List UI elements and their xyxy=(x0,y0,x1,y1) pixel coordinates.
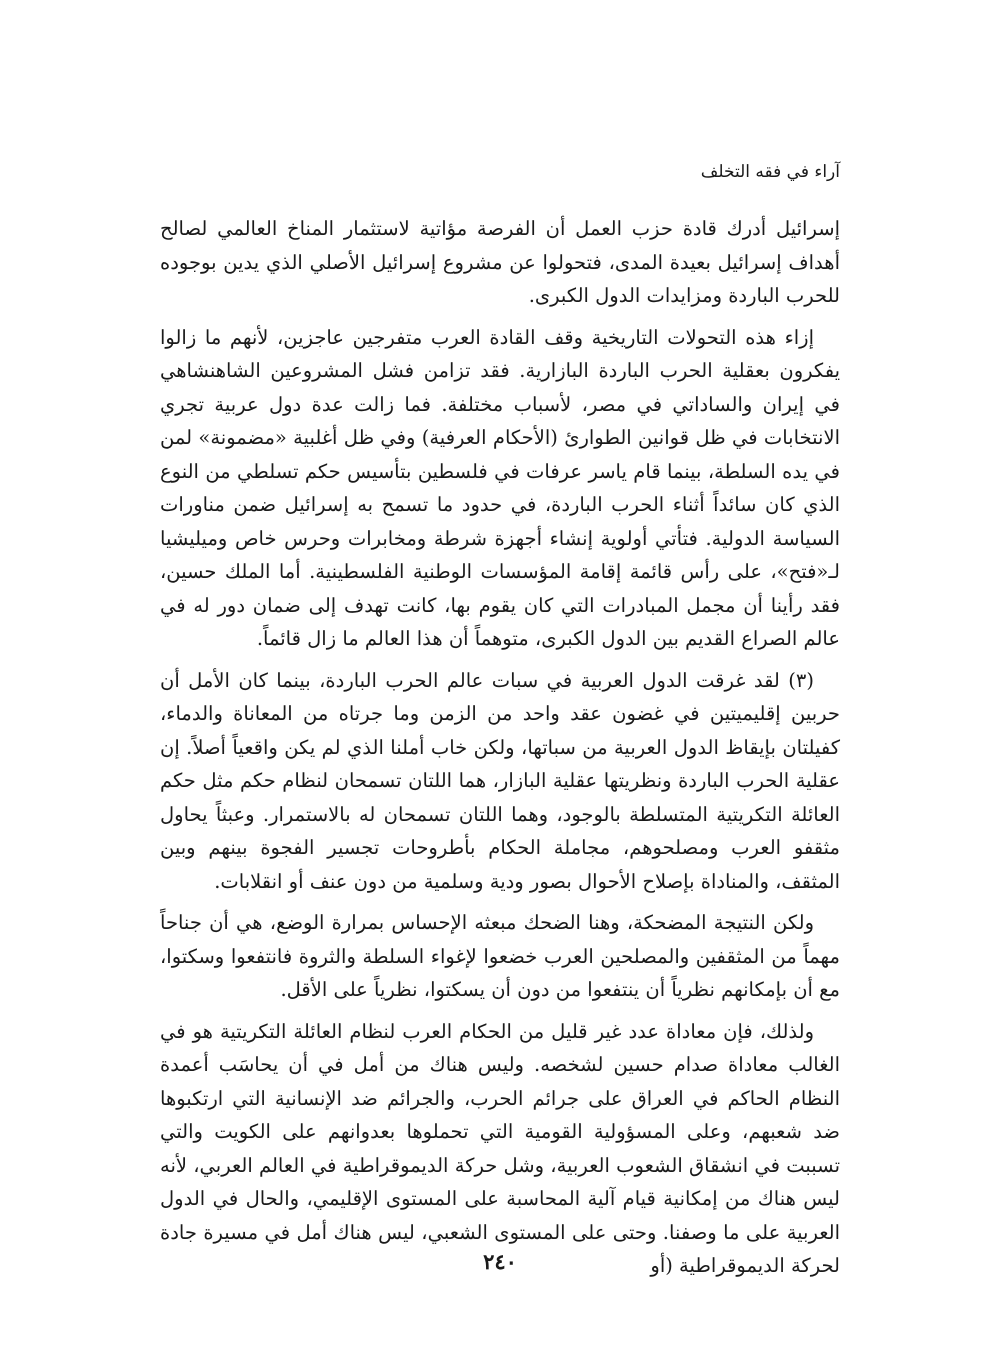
paragraph-point-3: (٣) لقد غرقت الدول العربية في سبات عالم الحرب الباردة، بينما كان الأمل أن حربين إقليميتين في غضون عقد واحد من الزمن وما جرتاه من المعاناة والدماء، كفيلتان بإيقاظ الدول العربية من سباتها، ولكن خاب أملنا الذي لم يكن واقعياً أصلاً. إن عقلية الحرب الباردة ونظريتها عقلية البازار، هما اللتان تسمحان لنظام حكم مثل حكم العائلة التكريتية المتسلطة بالوجود، وهما اللتان تسمحان له بالاستمرار. وعبثاً يحاول مثقفو العرب ومصلحوهم، مجاملة الحكام بأطروحات تجسير الفجوة بينهم وبين المثقف، والمناداة بإصلاح الأحوال بصور ودية وسلمية من دون عنف أو انقلابات. xyxy=(160,668,840,893)
paragraph-ironic-result: ولكن النتيجة المضحكة، وهنا الضحك مبعثه الإحساس بمرارة الوضع، هي أن جناحاً مهماً من المثقفين والمصلحين العرب خضعوا لإغواء السلطة والثروة فانتفعوا وسكتوا، مع أن بإمكانهم نظرياً أن ينتفعوا من دون أن يسكتوا، نظرياً على الأقل. xyxy=(160,911,840,1001)
body-text xyxy=(160,212,840,1291)
paragraph-historical-transformations: إزاء هذه التحولات التاريخية وقف القادة العرب متفرجين عاجزين، لأنهم ما زالوا يفكرون بعقلية الحرب الباردة البازارية. فقد تزامن فشل المشروعين الشاهنشاهي في إيران والساداتي في مصر، لأسباب مختلفة. فما زالت عدة دول عربية تجري الانتخابات في ظل قوانين الطوارئ (الأحكام العرفية) وفي ظل أغلبية «مضمونة» لمن في يده السلطة، بينما قام ياسر عرفات في فلسطين بتأسيس حكم تسلطي من النوع الذي كان سائداً أثناء الحرب الباردة، في حدود ما تسمح به إسرائيل ضمن مناورات السياسة الدولية. فتأتي أولوية إنشاء أجهزة شرطة ومخابرات وحرس خاص وميليشيا لـ«فتح»، على رأس قائمة إقامة المؤسسات الوطنية الفلسطينية. أما الملك حسين، فقد رأينا أن مجمل المبادرات التي كان يقوم بها، كانت تهدف إلى ضمان دور له في عالم الصراع القديم بين الدول الكبرى، متوهماً أن هذا العالم ما زال قائماً. xyxy=(160,325,840,650)
running-head-title: آراء في فقه التخلف xyxy=(700,162,840,182)
paragraph-therefore: ولذلك، فإن معاداة عدد غير قليل من الحكام العرب لنظام العائلة التكريتية هو في الغالب معاداة صدام حسين لشخصه. وليس هناك من أمل في أن يحاسَب أعمدة النظام الحاكم في العراق على جرائم الحرب، والجرائم ضد الإنسانية التي ارتكبوها ضد شعبهم، وعلى المسؤولية القومية التي تحملوها بعدوانهم على الكويت والتي تسببت في انشقاق الشعوب العربية، وشل حركة الديموقراطية في العالم العربي، لأنه ليس هناك من إمكانية قيام آلية المحاسبة على المستوى الإقليمي، والحال في الدول العربية على ما وصفنا. وحتى على المستوى الشعبي، ليس هناك أمل في مسيرة جادة لحركة الديموقراطية (أو xyxy=(160,1019,840,1277)
page-number: ٢٤٠ xyxy=(483,1249,517,1274)
paragraph-continuation: إسرائيل أدرك قادة حزب العمل أن الفرصة مؤاتية لاستثمار المناخ العالمي لصالح أهداف إسرائيل بعيدة المدى، فتحولوا عن مشروع إسرائيل الأصلي الذي يدين بوجوده للحرب الباردة ومزايدات الدول الكبرى. xyxy=(160,217,840,307)
